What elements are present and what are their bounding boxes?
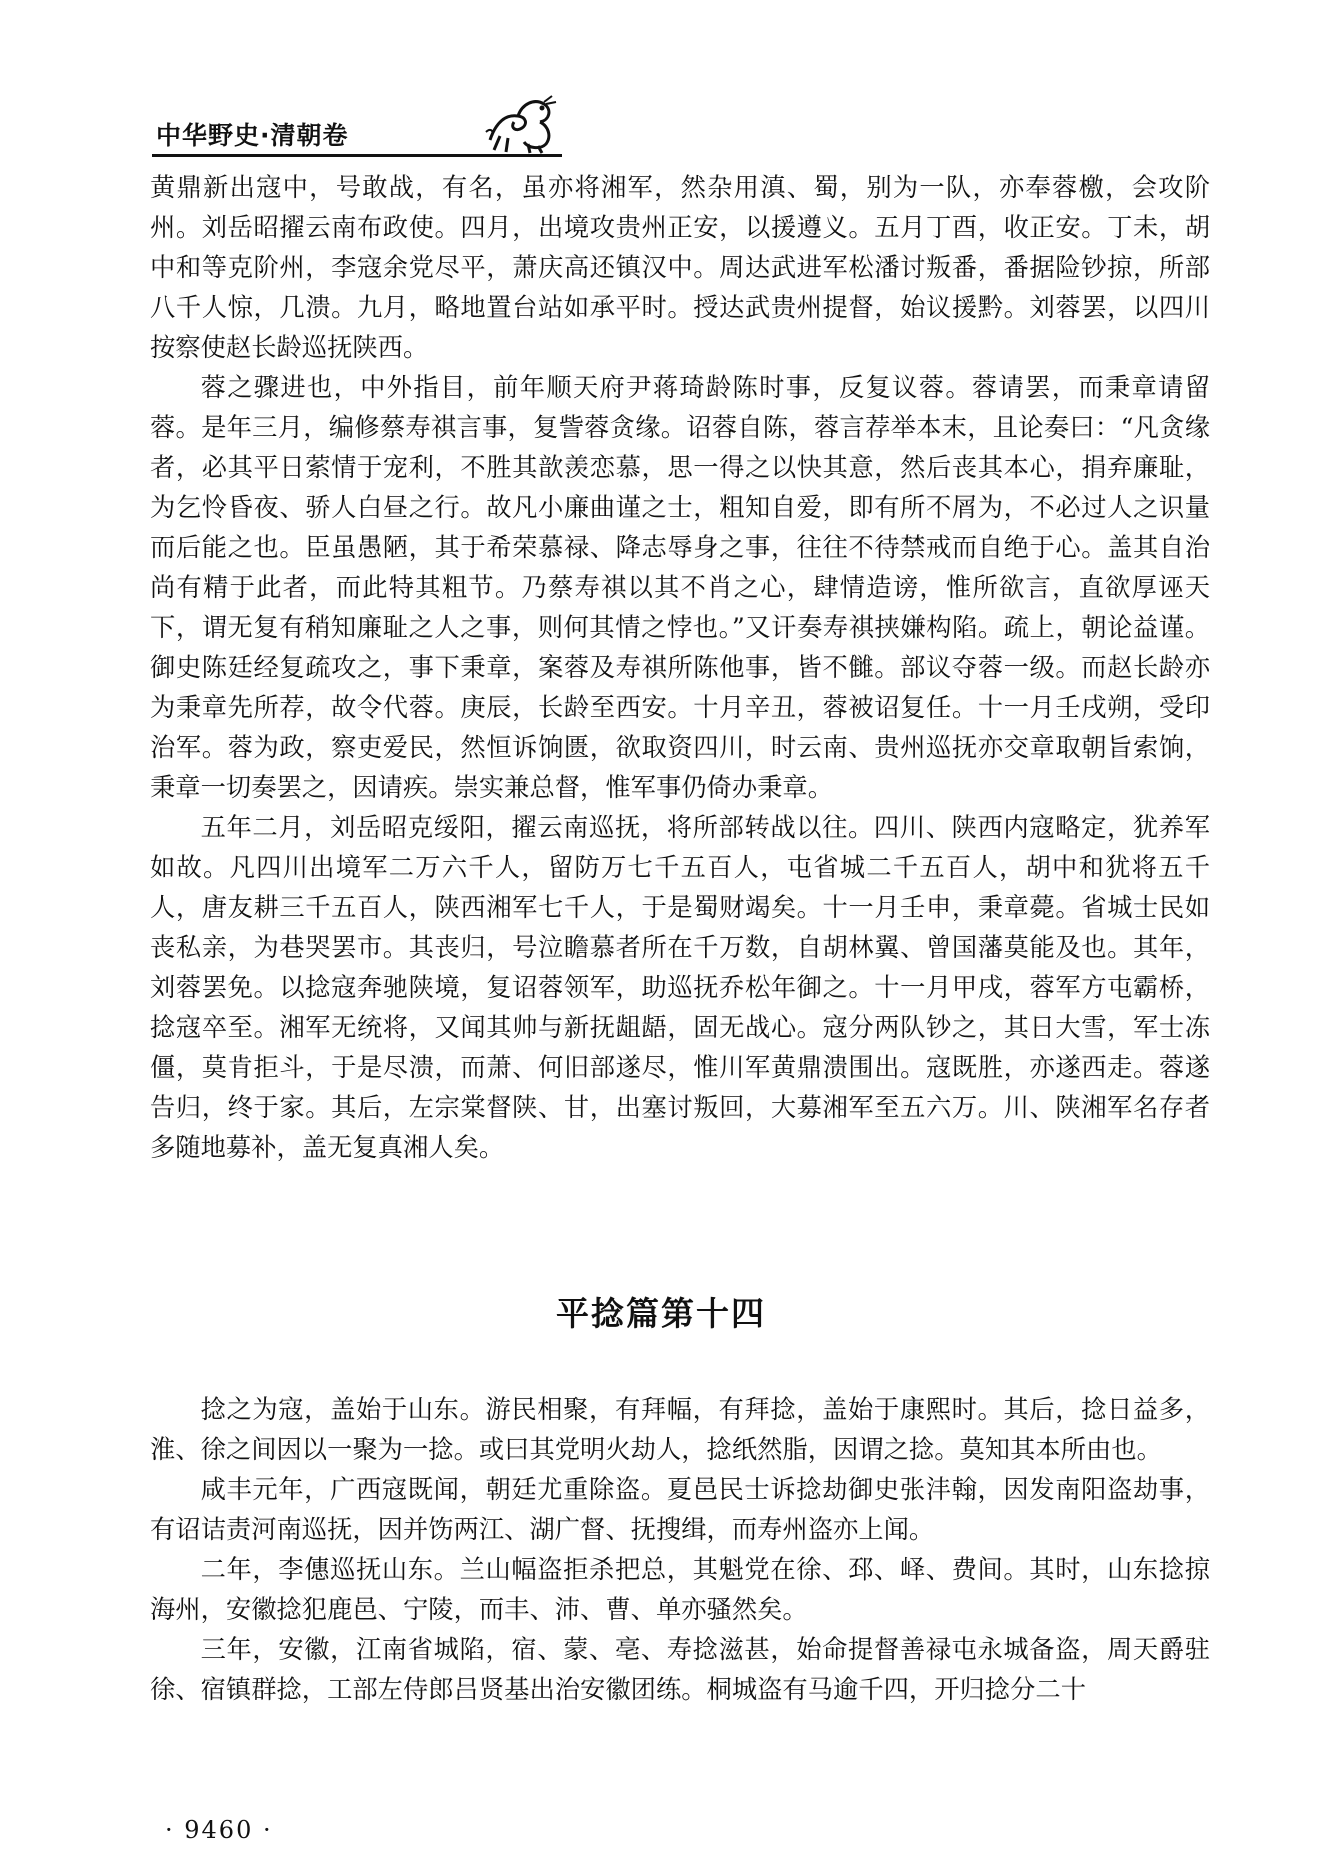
paragraph: 咸丰元年，广西寇既闻，朝廷尤重除盗。夏邑民士诉捻劫御史张沣翰，因发南阳盗劫事，有诏诘责河南巡抚，因并饬两江、湖广督、抚搜缉，而寿州盗亦上闻。 <box>150 1475 1210 1544</box>
paragraph: 二年，李僡巡抚山东。兰山幅盗拒杀把总，其魁党在徐、邳、峄、费间。其时，山东捻掠海州，安徽捻犯鹿邑、宁陵，而丰、沛、曹、单亦骚然矣。 <box>150 1555 1210 1624</box>
body-text <box>150 168 1210 1168</box>
paragraph: 蓉之骤进也，中外指目，前年顺天府尹蒋琦龄陈时事，反复议蓉。蓉请罢，而秉章请留蓉。是年三月，编修蔡寿祺言事，复訾蓉贪缘。诏蓉自陈，蓉言荐举本末，且论奏曰：“凡贪缘者，必其平日萦情于宠利，不胜其歆羡恋慕，思一得之以快其意，然后丧其本心，捐弃廉耻，为乞怜昏夜、骄人白昼之行。故凡小廉曲谨之士，粗知自爱，即有所不屑为，不必过人之识量而后能之也。臣虽愚陋，其于希荣慕禄、降志辱身之事，往往不待禁戒而自绝于心。盖其自治尚有精于此者，而此特其粗节。乃蔡寿祺以其不肖之心，肆情造谤，惟所欲言，直欲厚诬天下，谓无复有稍知廉耻之人之事，则何其情之悖也。”又讦奏寿祺挟嫌构陷。疏上，朝论益谨。御史陈廷经复疏攻之，事下秉章，案蓉及寿祺所陈他事，皆不雠。部议夺蓉一级。而赵长龄亦为秉章先所荐，故令代蓉。庚辰，长龄至西安。十月辛丑，蓉被诏复任。十一月壬戌朔，受印治军。蓉为政，察吏爱民，然恒诉饷匮，欲取资四川，时云南、贵州巡抚亦交章取朝旨索饷，秉章一切奏罢之，因请疾。崇实兼总督，惟军事仍倚办秉章。 <box>150 373 1210 802</box>
paragraph: 黄鼎新出寇中，号敢战，有名，虽亦将湘军，然杂用滇、蜀，别为一队，亦奉蓉檄，会攻阶州。刘岳昭擢云南布政使。四月，出境攻贵州正安，以援遵义。五月丁酉，收正安。丁未，胡中和等克阶州，李寇余党尽平，萧庆高还镇汉中。周达武进军松潘讨叛番，番据险钞掠，所部八千人惊，几溃。九月，略地置台站如承平时。授达武贵州提督，始议援黔。刘蓉罢，以四川按察使赵长龄巡抚陕西。 <box>150 173 1210 362</box>
book-title: 中华野史·清朝卷 <box>156 121 349 150</box>
paragraph: 三年，安徽，江南省城陷，宿、蒙、亳、寿捻滋甚，始命提督善禄屯永城备盗，周天爵驻徐、宿镇群捻，工部左侍郎吕贤基出治安徽团练。桐城盗有马逾千四，开归捻分二十 <box>150 1635 1210 1704</box>
running-header <box>152 98 562 156</box>
section-heading: 平捻篇第十四 <box>556 1294 766 1333</box>
header-rule <box>152 154 562 157</box>
page-number: · 9460 · <box>165 1816 273 1844</box>
section-body-text <box>150 1390 1210 1710</box>
paragraph: 五年二月，刘岳昭克绥阳，擢云南巡抚，将所部转战以往。四川、陕西内寇略定，犹养军如故。凡四川出境军二万六千人，留防万七千五百人，屯省城二千五百人，胡中和犹将五千人，唐友耕三千五百人，陕西湘军七千人，于是蜀财竭矣。十一月壬申，秉章薨。省城士民如丧私亲，为巷哭罢市。其丧归，号泣瞻慕者所在千万数，自胡林翼、曾国藩莫能及也。其年，刘蓉罢免。以捻寇奔驰陕境，复诏蓉领军，助巡抚乔松年御之。十一月甲戌，蓉军方屯霸桥，捻寇卒至。湘军无统将，又闻其帅与新抚龃龉，固无战心。寇分两队钞之，其日大雪，军士冻僵，莫肯拒斗，于是尽溃，而萧、何旧部遂尽，惟川军黄鼎溃围出。寇既胜，亦遂西走。蓉遂告归，终于家。其后，左宗棠督陕、甘，出塞讨叛回，大募湘军至五六万。川、陕湘军名存者多随地募补，盖无复真湘人矣。 <box>150 813 1210 1162</box>
paragraph: 捻之为寇，盖始于山东。游民相聚，有拜幅，有拜捻，盖始于康熙时。其后，捻日益多，淮、徐之间因以一聚为一捻。或曰其党明火劫人，捻纸然脂，因谓之捻。莫知其本所由也。 <box>150 1395 1210 1464</box>
dragon-emblem-icon <box>482 92 560 154</box>
